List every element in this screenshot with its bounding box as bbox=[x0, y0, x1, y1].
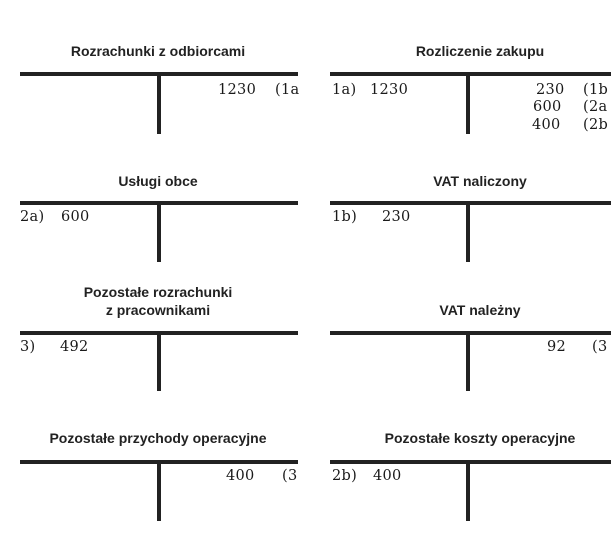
credit-amount: 600 bbox=[533, 99, 562, 115]
credit-ref: (1a bbox=[275, 82, 300, 98]
debit-amount: 600 bbox=[61, 209, 90, 225]
account-title: Pozostałe koszty operacyjne bbox=[384, 430, 576, 446]
debit-ref: 3) bbox=[20, 339, 36, 355]
account-title: Pozostałe rozrachunki bbox=[83, 284, 233, 300]
credit-amount: 400 bbox=[532, 117, 561, 133]
account-vertical-line bbox=[157, 201, 161, 262]
credit-amount: 92 bbox=[547, 339, 567, 355]
credit-ref: (2b bbox=[583, 117, 609, 133]
account-horizontal-line bbox=[330, 201, 611, 205]
account-title: VAT należny bbox=[439, 302, 521, 318]
account-title: Rozliczenie zakupu bbox=[415, 43, 545, 59]
debit-ref: 2a) bbox=[20, 209, 45, 225]
credit-ref: (3 bbox=[592, 339, 608, 355]
account-vertical-line bbox=[157, 72, 161, 134]
debit-ref: 1a) bbox=[332, 82, 357, 98]
debit-amount: 230 bbox=[382, 209, 411, 225]
credit-amount: 230 bbox=[536, 82, 565, 98]
debit-ref: 1b) bbox=[332, 209, 358, 225]
credit-ref: (2a bbox=[583, 99, 608, 115]
debit-amount: 400 bbox=[373, 468, 402, 484]
credit-amount: 1230 bbox=[218, 82, 257, 98]
account-vertical-line bbox=[466, 331, 470, 391]
account-vertical-line bbox=[466, 201, 470, 262]
account-title: Usługi obce bbox=[118, 173, 198, 189]
account-vertical-line bbox=[157, 331, 161, 391]
credit-ref: (1b bbox=[583, 82, 609, 98]
account-vertical-line bbox=[157, 460, 161, 521]
debit-ref: 2b) bbox=[332, 468, 358, 484]
credit-ref: (3 bbox=[282, 468, 298, 484]
account-title: Rozrachunki z odbiorcami bbox=[70, 43, 246, 59]
account-horizontal-line bbox=[330, 460, 611, 464]
debit-amount: 492 bbox=[60, 339, 89, 355]
account-title: VAT naliczony bbox=[433, 173, 527, 189]
account-title-line-2: z pracownikami bbox=[105, 302, 211, 318]
account-horizontal-line bbox=[330, 72, 611, 76]
credit-amount: 400 bbox=[226, 468, 255, 484]
account-vertical-line bbox=[466, 72, 470, 134]
debit-amount: 1230 bbox=[370, 82, 409, 98]
account-vertical-line bbox=[466, 460, 470, 521]
account-title: Pozostałe przychody operacyjne bbox=[49, 430, 267, 446]
account-horizontal-line bbox=[330, 331, 611, 335]
